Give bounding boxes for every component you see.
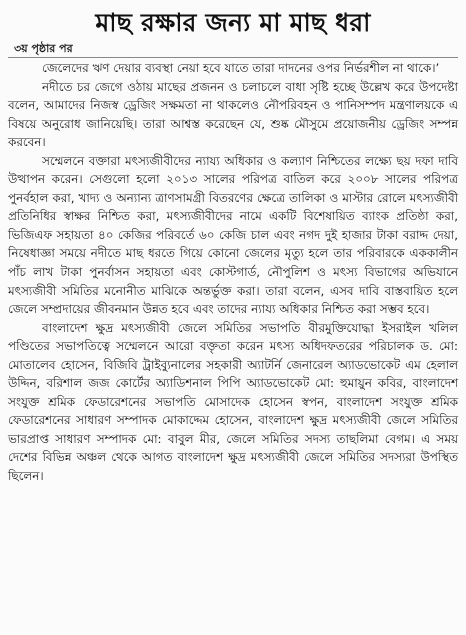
article-paragraph-2: নদীতে চর জেগে ওঠায় মাছের প্রজনন ও চলাচলে বাধা সৃষ্টি হচ্ছে উল্লেখ করে উপদেষ্টা বলেন, আমাদের নিজস্ব ড্রেজিং সক্ষমতা না থাকলেও নৌপরিবহন ও পানিসম্পদ মন্ত্রণালয়কে এ বিষয়ে অনুরোধ জানিয়েছি। তারা আশ্বস্ত করেছেন যে, শুষ্ক মৌসুমে প্রয়োজনীয় ড্রেজিং সম্পন্ন করবেন। bbox=[8, 79, 458, 150]
continued-from-label: ৩য় পৃষ্ঠার পর bbox=[14, 42, 73, 55]
article-paragraph-1: জেলেদের ঋণ দেয়ার ব্যবস্থা নেয়া হবে যাতে তারা দাদনের ওপর নির্ভরশীল না থাকে।’ bbox=[42, 61, 440, 75]
article-paragraph-4: বাংলাদেশ ক্ষুদ্র মৎস্যজীবী জেলে সমিতির সভাপতি বীরমুক্তিযোদ্ধা ইসরাইল খলিল পণ্ডিতের সভাপতিত্বে সম্মেলনে আরো বক্তৃতা করেন মৎস্য অধিদফতরের পরিচালক ড. মো: মোতালেব হোসেন, বিজিবি ট্রাইব্যুনালের সহকারী অ্যাটর্নি জেনারেল অ্যাডভোকেট এম হেলাল উদ্দিন, বরিশাল জজ কোর্টের অ্যাডিশনাল পিপি অ্যাডভোকেট মো: হুমায়ুন কবির, বাংলাদেশ সংযুক্ত শ্রমিক ফেডারেশনের সভাপতি মোসাদেক হোসেন স্বপন, বাংলাদেশ সংযুক্ত শ্রমিক ফেডারেশনের সাধারণ সম্পাদক মোকাদ্দেম হোসেন, বাংলাদেশ ক্ষুদ্র মৎস্যজীবী জেলে সমিতির ভারপ্রাপ্ত সাধারণ সম্পাদক মো: বাবুল মীর, জেলে সমিতির সদস্য তাছলিমা বেগম। এ সময় দেশের বিভিন্ন অঞ্চল থেকে আগত বাংলাদেশ ক্ষুদ্র মৎস্যজীবী জেলে সমিতির সদস্যরা উপস্থিত ছিলেন। bbox=[8, 320, 458, 484]
article-paragraph-3: সম্মেলনে বক্তারা মৎস্যজীবীদের ন্যায্য অধিকার ও কল্যাণ নিশ্চিতের লক্ষ্যে ছয় দফা দাবি উত্থাপন করেন। সেগুলো হলো ২০১৩ সালের পরিপত্র বাতিল করে ২০০৮ সালের পরিপত্র পুনর্বহাল করা, খাদ্য ও অন্যান্য ত্রাণসামগ্রী বিতরণের ক্ষেত্রে তালিকা ও মাস্টার রোলে মৎস্যজীবী প্রতিনিধির স্বাক্ষর নিশ্চিত করা, মৎস্যজীবীদের নামে একটি বিশেষায়িত ব্যাংক প্রতিষ্ঠা করা, ভিজিএফ সহায়তা ৪০ কেজির পরিবর্তে ৬০ কেজি চাল এবং নগদ দুই হাজার টাকা বরাদ্দ দেয়া, নিষেধাজ্ঞা সময়ে নদীতে মাছ ধরতে গিয়ে কোনো জেলের মৃত্যু হলে তার পরিবারকে এককালীন পাঁচ লাখ টাকা পুনর্বাসন সহায়তা এবং কোস্টগার্ড, নৌপুলিশ ও মৎস্য বিভাগের অভিযানে মৎস্যজীবী সমিতির মনোনীত মাঝিকে অন্তর্ভুক্ত করা। তারা বলেন, এসব দাবি বাস্তবায়িত হলে জেলে সম্প্রদায়ের জীবনমান উন্নত হবে এবং তাদের ন্যায্য অধিকার নিশ্চিত করা সম্ভব হবে। bbox=[8, 153, 458, 317]
divider bbox=[8, 57, 458, 58]
article-headline: মাছ রক্ষার জন্য মা মাছ ধরা bbox=[95, 8, 371, 37]
